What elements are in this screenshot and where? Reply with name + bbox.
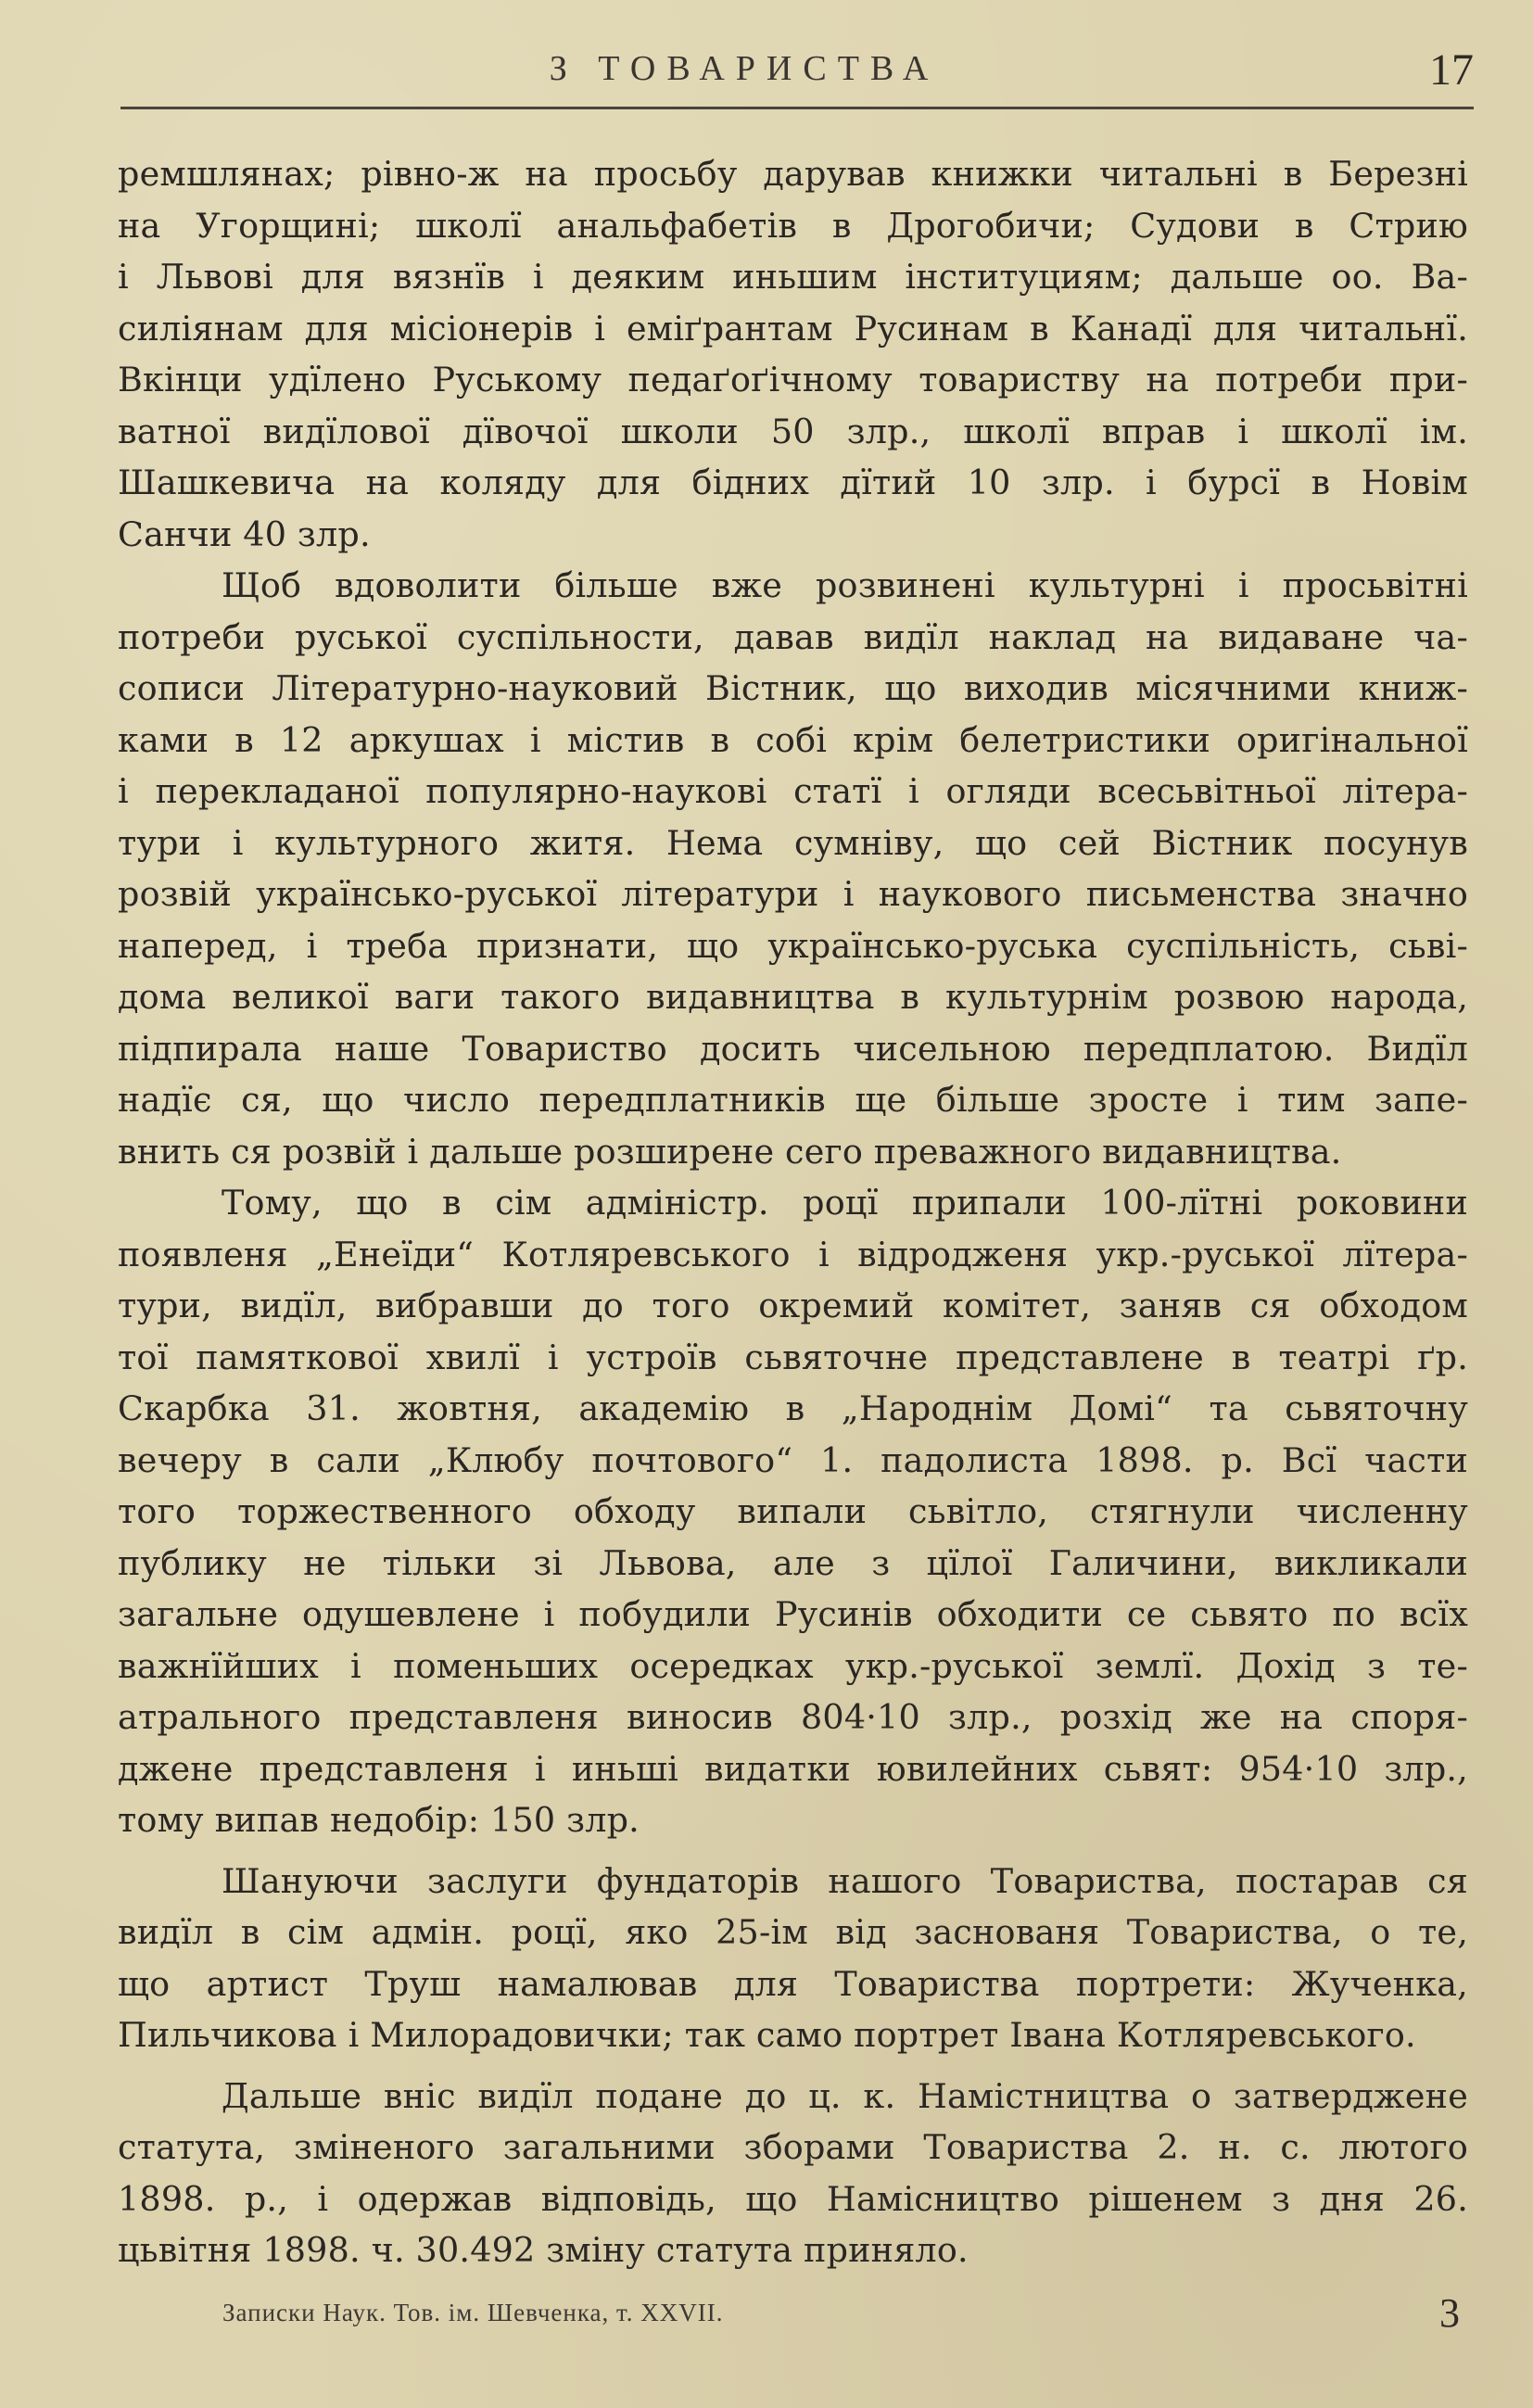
paragraph xyxy=(118,1177,1468,1846)
text-line: наперед, і треба признати, що українсько-руська суспільність, сьві- xyxy=(118,925,1468,966)
text-line: і перекладаної популярно-наукові статї і огляди всесьвітньої літера- xyxy=(118,771,1468,811)
text-line: Шануючи заслуги фундаторів нашого Товариства, постарав ся xyxy=(222,1860,1468,1901)
text-line: Вкінци удїлено Руському педаґоґічному товариству на потреби при- xyxy=(118,360,1468,399)
text-line: Щоб вдоволити більше вже розвинені культурні і просьвітні xyxy=(222,565,1468,605)
paragraph xyxy=(118,148,1468,560)
text-line: дома великої ваги такого видавництва в культурнім розвою народа, xyxy=(118,977,1468,1017)
text-line: тому випав недобір: 150 злр. xyxy=(118,1800,640,1840)
text-line: вечеру в сали „Клюбу почтового“ 1. падолиста 1898. р. Всї части xyxy=(118,1439,1468,1480)
text-line: тури і культурного житя. Нема сумніву, що сей Вістник посунув xyxy=(118,822,1468,863)
text-line: Шашкевича на коляду для бідних дїтий 10 злр. і бурсї в Новім xyxy=(118,463,1468,502)
text-line: потреби руської суспільности, давав видїл наклад на видаване ча- xyxy=(118,616,1468,657)
text-line: публику не тільки зі Львова, але з цїлої Галичини, викликали xyxy=(118,1542,1468,1583)
header-rule xyxy=(120,107,1474,109)
text-line: цьвітня 1898. ч. 30.492 зміну статута приняло. xyxy=(118,2230,969,2270)
page-footer xyxy=(222,2289,1474,2345)
text-line: сописи Літературно-науковий Вістник, що виходив місячними книж- xyxy=(118,668,1468,708)
text-line: розвій українсько-руської літератури і наукового письменства значно xyxy=(118,874,1468,914)
text-line: ремшлянах; рівно-ж на просьбу дарував книжки читальні в Березні xyxy=(118,154,1468,194)
footer-note: Записки Наук. Тов. ім. Шевченка, т. XXVII. xyxy=(222,2299,724,2326)
text-line: появленя „Енеїди“ Котляревського і відродженя укр.-руської лїтера- xyxy=(118,1234,1468,1274)
running-head: З ТОВАРИСТВА xyxy=(549,49,940,88)
paragraph xyxy=(118,1856,1468,2061)
text-line: Санчи 40 злр. xyxy=(118,513,371,554)
text-line: тури, видїл, вибравши до того окремий комітет, заняв ся обходом xyxy=(118,1286,1468,1325)
paragraph xyxy=(118,2071,1468,2276)
page-header xyxy=(120,41,1474,115)
paragraph xyxy=(118,560,1468,1177)
text-line: важнїйших і поменьших осередках укр.-руської землї. Дохід з те- xyxy=(118,1645,1468,1686)
text-line: джене представленя і иньші видатки ювилейних сьвят: 954·10 злр., xyxy=(118,1748,1468,1789)
text-line: видїл в сім адмін. роцї, яко 25-ім від заснованя Товариства, о те, xyxy=(118,1912,1468,1952)
paragraph-gap xyxy=(118,1846,1468,1856)
text-line: підпирала наше Товариство досить чисельною передплатою. Видїл xyxy=(118,1028,1468,1069)
paragraph-gap xyxy=(118,2061,1468,2071)
text-line: Дальше вніс видїл подане до ц. к. Намістництва о затверджене xyxy=(222,2075,1468,2116)
text-line: ватної видїлової дївочої школи 50 злр., школї вправ і школї ім. xyxy=(118,411,1468,451)
text-line: що артист Труш намалював для Товариства портрети: Жученка, xyxy=(118,1963,1468,2004)
text-line: Пильчикова і Милорадовички; так само портрет Івана Котляревського. xyxy=(118,2015,1416,2055)
page-number: 17 xyxy=(1429,45,1474,95)
text-line: Тому, що в сім адміністр. роцї припали 100-лїтні роковини xyxy=(222,1183,1468,1223)
text-line: на Угорщині; школї анальфабетів в Дрогобичи; Судови в Стрию xyxy=(118,205,1468,246)
text-line: і Львові для вязнїв і деяким иньшим інституциям; дальше оо. Ва- xyxy=(118,257,1468,297)
signature-mark: 3 xyxy=(1439,2290,1460,2336)
text-line: Скарбка 31. жовтня, академію в „Народнім Домі“ та сьвяточну xyxy=(118,1388,1468,1428)
text-line: силіянам для місіонерів і еміґрантам Русинам в Канадї для читальнї. xyxy=(118,308,1468,349)
text-line: статута, зміненого загальними зборами Товариства 2. н. с. лютого xyxy=(118,2127,1468,2167)
text-line: 1898. р., і одержав відповідь, що Намісництво рішенем з дня 26. xyxy=(118,2178,1468,2219)
text-line: тої памяткової хвилї і устроїв сьвяточне представлене в театрі ґр. xyxy=(118,1337,1468,1377)
text-line: надїє ся, що число передплатників ще більше зросте і тим запе- xyxy=(118,1080,1468,1120)
text-line: внить ся розвій і дальше розширене сего преважного видавництва. xyxy=(118,1131,1342,1172)
text-line: загальне одушевлене і побудили Русинів обходити се сьвято по всїх xyxy=(118,1594,1468,1634)
body-text xyxy=(118,148,1468,2276)
text-line: того торжественного обходу випали сьвітло, стягнули численну xyxy=(118,1491,1468,1531)
text-line: атрального представленя виносив 804·10 злр., розхід же на споря- xyxy=(118,1697,1468,1737)
text-line: ками в 12 аркушах і містив в собі крім белетристики оригінальної xyxy=(118,719,1468,760)
